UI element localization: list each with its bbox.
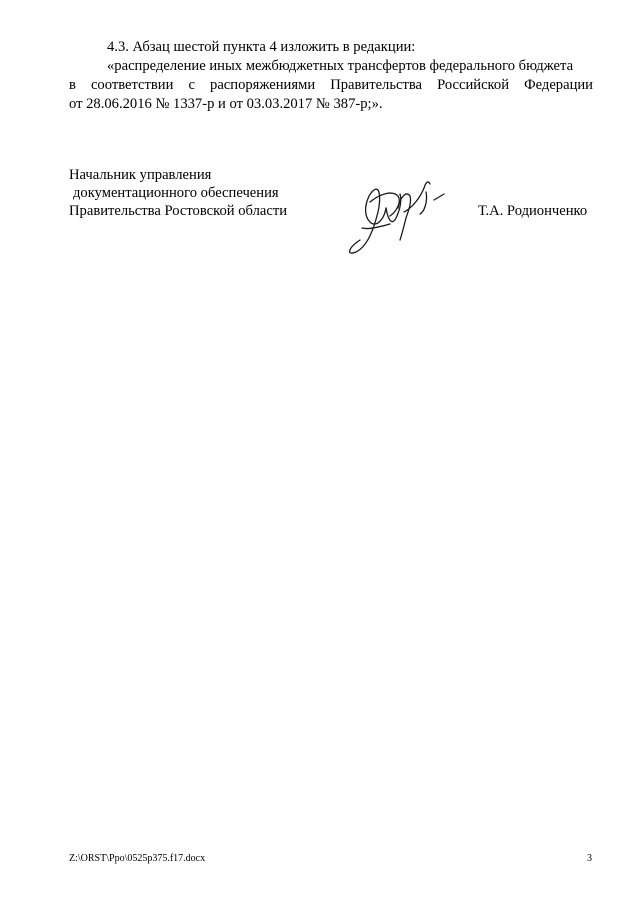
amendment-quote <box>69 57 593 114</box>
document-body <box>69 38 593 114</box>
quote-line-2: в соответствии с распоряжениями Правительства Российской Федерации <box>69 77 593 93</box>
signatory-title-line-3: Правительства Ростовской области <box>69 203 288 219</box>
amendment-heading <box>69 38 593 57</box>
handwritten-signature <box>340 168 450 258</box>
signatory-title <box>69 166 287 220</box>
footer-file-path: Z:\ORST\Ppo\0525p375.f17.docx <box>69 853 206 864</box>
amendment-heading-text: 4.3. Абзац шестой пункта 4 изложить в редакции: <box>107 39 416 55</box>
signer-name: Т.А. Родионченко <box>478 203 588 219</box>
page-number: 3 <box>587 853 592 864</box>
signatory-title-line-1: Начальник управления <box>69 167 212 183</box>
signatory-title-line-2: документационного обеспечения <box>73 185 279 201</box>
quote-line-1: «распределение иных межбюджетных трансфертов федерального бюджета <box>107 58 574 74</box>
quote-line-3: от 28.06.2016 № 1337-р и от 03.03.2017 № 387-р;». <box>69 96 383 112</box>
